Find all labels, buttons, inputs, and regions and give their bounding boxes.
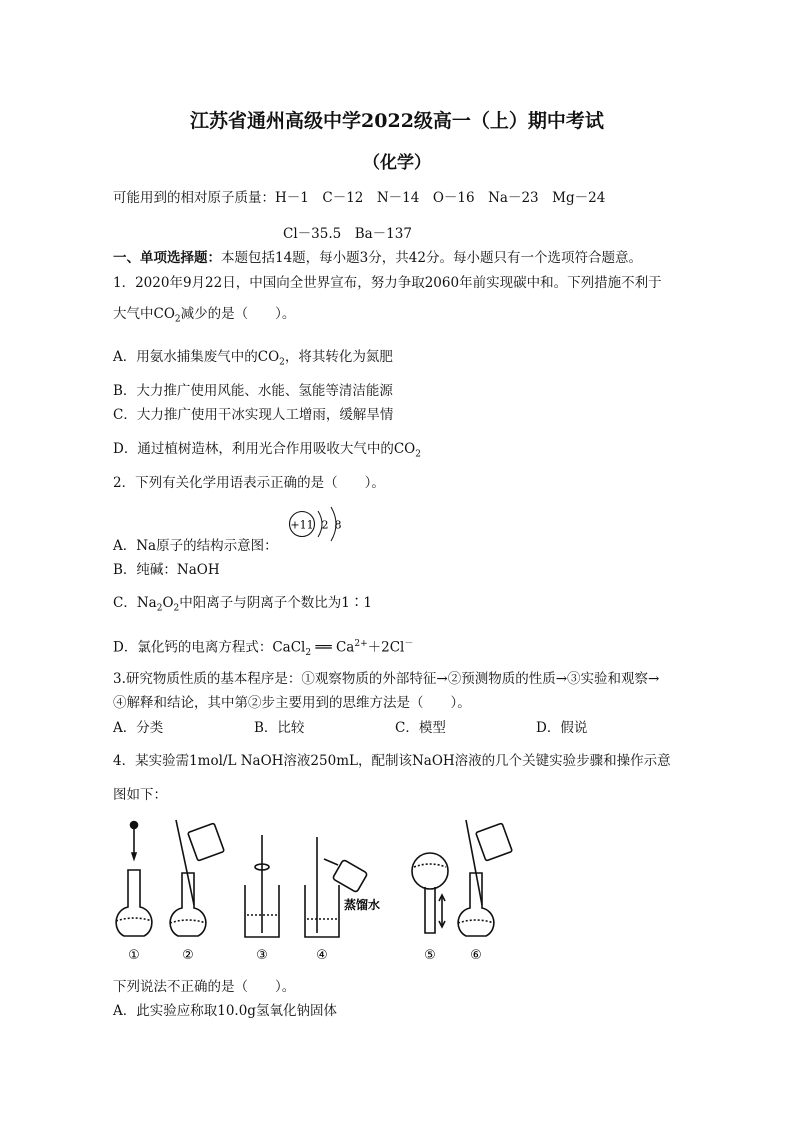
step6-illustration	[458, 820, 512, 936]
section-title: 一、单项选择题：	[113, 250, 221, 266]
q2-d-equals: ══	[315, 639, 332, 656]
q3-stem-line1: 3.研究物质性质的基本程序是：①观察物质的外部特征→②预测物质的性质→③实验和观察→	[113, 671, 660, 687]
q2-option-c	[113, 594, 372, 618]
nucleus-label: +11	[290, 518, 314, 532]
step4-illustration	[305, 837, 368, 937]
q2-d-sup2: －	[404, 639, 414, 649]
q1-d-text: D．通过植树造林，利用光合作用吸收大气中的CO	[113, 441, 416, 457]
q1-a-text: A．用氨水捕集废气中的CO	[113, 349, 280, 365]
q2-d-sub: 2	[305, 648, 312, 659]
lab-steps-figure	[112, 815, 532, 965]
step-label-2: ②	[182, 948, 194, 963]
q1-stem-text2: 减少的是（ ）。	[180, 306, 296, 322]
q3-option-b: B．比较	[254, 720, 305, 736]
q1-a-text2: ，将其转化为氮肥	[284, 349, 393, 365]
q2-option-a: A．Na原子的结构示意图：	[113, 538, 278, 554]
q4-stem-line2: 图如下：	[113, 787, 167, 803]
q2-option-d	[113, 635, 413, 662]
step2-illustration	[170, 820, 224, 936]
step1-illustration	[116, 822, 152, 937]
q2-d-text: D．氯化钙的电离方程式：CaCl	[113, 639, 306, 656]
section-desc: 本题包括14题，每小题3分，共42分。每小题只有一个选项符合题意。	[221, 250, 642, 266]
q1-a-sub: 2	[279, 357, 285, 368]
q2-option-b: B．纯碱：NaOH	[113, 562, 220, 578]
masses-values-2: Cl－35.5 Ba－137	[283, 226, 412, 242]
q1-d-sub: 2	[415, 449, 421, 460]
q1-stem-line2	[113, 305, 295, 329]
q4-question: 下列说法不正确的是（ ）。	[113, 979, 296, 995]
shell1-label: 2	[321, 518, 329, 532]
q2-c-text3: 中阳离子与阴离子个数比为1∶1	[179, 595, 372, 611]
step-label-5: ⑤	[424, 948, 436, 963]
step-label-6: ⑥	[470, 948, 482, 963]
q1-option-a	[113, 348, 393, 372]
q2-c-text2: O	[162, 595, 174, 611]
step-label-4: ④	[316, 948, 328, 963]
step-label-1: ①	[128, 948, 140, 963]
shell2-label: 8	[334, 518, 342, 532]
q1-stem-sub: 2	[174, 314, 181, 325]
q1-stem-line1: 1．2020年9月22日，中国向全世界宣布，努力争取2060年前实现碳中和。下列措施不利于	[113, 275, 662, 291]
water-label: 蒸馏水	[344, 898, 381, 912]
q1-option-d	[113, 440, 421, 464]
q4-stem-line1: 4．某实验需1mol/L NaOH溶液250mL，配制该NaOH溶液的几个关键实验步骤和操作示意	[113, 753, 671, 769]
step3-illustration	[245, 835, 279, 937]
subject-title: （化学）	[363, 153, 431, 173]
section-heading	[113, 249, 642, 267]
masses-values-1: H－1 C－12 N－14 O－16 Na－23 Mg－24	[275, 190, 606, 206]
q2-c-text: C．Na	[113, 595, 157, 611]
masses-label: 可能用到的相对原子质量：	[113, 190, 275, 206]
q1-option-b: B．大力推广使用风能、水能、氢能等清洁能源	[113, 383, 393, 399]
q2-d-cl: ＋2Cl	[367, 639, 405, 656]
q2-stem: 2．下列有关化学用语表示正确的是（ ）。	[113, 475, 385, 491]
q2-c-sub1: 2	[156, 603, 163, 614]
q3-option-d: D．假说	[536, 720, 588, 736]
masses-line1	[113, 189, 605, 207]
q1-stem-text: 大气中CO	[113, 306, 175, 322]
q1-option-c: C．大力推广使用干冰实现人工增雨，缓解旱情	[113, 407, 394, 423]
q3-option-a: A．分类	[113, 720, 164, 736]
q3-option-c: C．模型	[395, 720, 446, 736]
q2-d-ca: Ca	[335, 639, 355, 656]
na-atom-diagram	[282, 503, 362, 553]
exam-title: 江苏省通州高级中学2022级高一（上）期中考试	[190, 110, 604, 132]
step-label-3: ③	[256, 948, 268, 963]
step5-illustration	[412, 853, 448, 933]
q2-d-sup1: 2+	[354, 639, 368, 649]
q3-stem-line2: ④解释和结论，其中第②步主要用到的思维方法是（ ）。	[113, 695, 471, 711]
q4-option-a: A．此实验应称取10.0g氢氧化钠固体	[113, 1003, 337, 1019]
q2-c-sub2: 2	[173, 603, 180, 614]
